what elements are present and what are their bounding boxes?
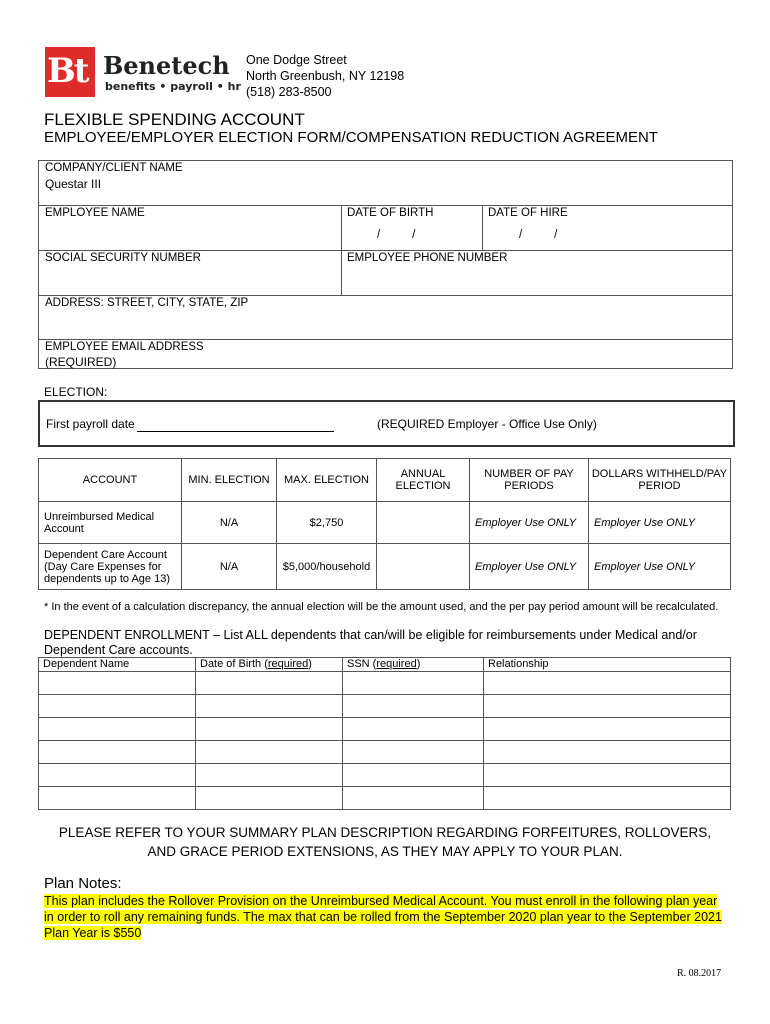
phone-field[interactable] xyxy=(345,266,725,292)
account-name: Dependent Care Account (Day Care Expenses for dependents up to Age 13) xyxy=(39,544,182,590)
accounts-table xyxy=(38,458,731,590)
column-header: ACCOUNT xyxy=(39,459,182,502)
address-line-2: North Greenbush, NY 12198 xyxy=(246,69,405,83)
company-label: COMPANY/CLIENT NAME xyxy=(45,162,183,174)
employee-name-field[interactable] xyxy=(43,221,337,247)
form-title: FLEXIBLE SPENDING ACCOUNT xyxy=(44,110,305,129)
dependent-relationship-field[interactable] xyxy=(484,787,731,810)
dependent-dob-field[interactable] xyxy=(196,764,343,787)
date-of-hire-label: DATE OF HIRE xyxy=(488,207,568,219)
min-election: N/A xyxy=(182,544,277,590)
max-election: $2,750 xyxy=(277,502,377,544)
company-phone: (518) 283-8500 xyxy=(246,85,332,99)
dependent-relationship-field[interactable] xyxy=(484,764,731,787)
column-header: DOLLARS WITHHELD/PAY PERIOD xyxy=(589,459,731,502)
plan-notes-text-wrapper xyxy=(44,893,724,941)
max-election: $5,000/household xyxy=(277,544,377,590)
dependent-ssn-field[interactable] xyxy=(343,741,484,764)
table-row xyxy=(39,741,731,764)
election-box xyxy=(38,400,735,447)
table-header-row xyxy=(39,459,731,502)
dependent-dob-field[interactable] xyxy=(196,718,343,741)
table-header-row xyxy=(39,658,731,672)
dependent-dob-field[interactable] xyxy=(196,787,343,810)
dependent-relationship-field[interactable] xyxy=(484,695,731,718)
table-row xyxy=(39,672,731,695)
divider xyxy=(482,205,483,250)
table-row xyxy=(39,502,731,544)
employee-name-label: EMPLOYEE NAME xyxy=(45,207,145,219)
dependent-ssn-field[interactable] xyxy=(343,718,484,741)
dependent-dob-field[interactable] xyxy=(196,695,343,718)
column-header: MIN. ELECTION xyxy=(182,459,277,502)
revision-code: R. 08.2017 xyxy=(677,968,722,979)
required-marker: required xyxy=(267,658,309,670)
discrepancy-note: * In the event of a calculation discrepancy, the annual election will be the amount used, and the per pay period amount will be recalculated. xyxy=(44,601,719,613)
withheld-cell: Employer Use ONLY xyxy=(589,544,731,590)
office-use-note: (REQUIRED Employer - Office Use Only) xyxy=(377,417,597,431)
dependent-ssn-field[interactable] xyxy=(343,695,484,718)
plan-notes-heading: Plan Notes: xyxy=(44,875,122,892)
divider xyxy=(39,205,732,206)
dependent-ssn-field[interactable] xyxy=(343,787,484,810)
dependent-enrollment-heading: DEPENDENT ENROLLMENT xyxy=(44,628,210,642)
dependent-dob-field[interactable] xyxy=(196,741,343,764)
email-required-note: (REQUIRED) xyxy=(45,355,117,369)
column-header: Relationship xyxy=(484,658,731,672)
divider xyxy=(39,250,732,251)
pay-periods-cell: Employer Use ONLY xyxy=(470,502,589,544)
company-value[interactable]: Questar III xyxy=(45,177,102,191)
phone-label: EMPLOYEE PHONE NUMBER xyxy=(347,252,508,264)
refer-notice: PLEASE REFER TO YOUR SUMMARY PLAN DESCRIPTION REGARDING FORFEITURES, ROLLOVERS, AND GRACE PERIOD EXTENSIONS, AS THEY MAY APPLY TO YOUR PLAN. xyxy=(58,825,712,859)
employee-info-box xyxy=(38,160,733,369)
ssn-label: SOCIAL SECURITY NUMBER xyxy=(45,252,201,264)
ssn-field[interactable] xyxy=(43,266,337,292)
logo-company-name: Benetech xyxy=(103,51,230,80)
dependent-name-field[interactable] xyxy=(39,741,196,764)
dependents-table xyxy=(38,657,731,810)
dependent-enrollment-text: – List ALL dependents that can/will be eligible for reimbursements under Medical and/or Dependent Care accounts. xyxy=(44,628,697,657)
divider xyxy=(39,295,732,296)
withheld-cell: Employer Use ONLY xyxy=(589,502,731,544)
dependent-dob-field[interactable] xyxy=(196,672,343,695)
table-row xyxy=(39,787,731,810)
dependent-name-field[interactable] xyxy=(39,718,196,741)
required-marker: required xyxy=(376,658,417,670)
column-header: Dependent Name xyxy=(39,658,196,672)
account-name: Unreimbursed Medical Account xyxy=(39,502,182,544)
dependent-name-field[interactable] xyxy=(39,672,196,695)
column-header: ANNUAL ELECTION xyxy=(377,459,470,502)
table-row xyxy=(39,718,731,741)
address-label: ADDRESS: STREET, CITY, STATE, ZIP xyxy=(45,297,249,309)
table-row xyxy=(39,764,731,787)
table-row xyxy=(39,695,731,718)
column-header: MAX. ELECTION xyxy=(277,459,377,502)
address-line-1: One Dodge Street xyxy=(246,53,347,67)
dependent-relationship-field[interactable] xyxy=(484,672,731,695)
min-election: N/A xyxy=(182,502,277,544)
email-label: EMPLOYEE EMAIL ADDRESS xyxy=(45,341,204,353)
dependent-ssn-field[interactable] xyxy=(343,764,484,787)
plan-notes-text: This plan includes the Rollover Provision on the Unreimbursed Medical Account. You must enroll in the following plan year in order to roll any remaining funds. The max that can be rolled from the September 2020 plan year to the September 2021 Plan Year is $550 xyxy=(44,894,722,940)
address-field[interactable] xyxy=(43,311,723,337)
election-label: ELECTION: xyxy=(44,385,108,399)
date-of-birth-label: DATE OF BIRTH xyxy=(347,207,434,219)
dependent-ssn-field[interactable] xyxy=(343,672,484,695)
dependent-enrollment-intro xyxy=(44,628,704,658)
date-of-hire-field[interactable]: / / xyxy=(519,229,558,241)
column-header: NUMBER OF PAY PERIODS xyxy=(470,459,589,502)
divider xyxy=(341,205,342,295)
divider xyxy=(39,339,732,340)
date-of-birth-field[interactable]: / / xyxy=(377,229,416,241)
first-payroll-field[interactable] xyxy=(137,431,334,432)
first-payroll-label: First payroll date xyxy=(46,417,135,431)
dependent-relationship-field[interactable] xyxy=(484,741,731,764)
dependent-relationship-field[interactable] xyxy=(484,718,731,741)
logo-tagline: benefits • payroll • hr xyxy=(105,80,241,93)
dependent-name-field[interactable] xyxy=(39,695,196,718)
annual-election-field[interactable] xyxy=(377,544,470,590)
dependent-name-field[interactable] xyxy=(39,787,196,810)
dependent-name-field[interactable] xyxy=(39,764,196,787)
annual-election-field[interactable] xyxy=(377,502,470,544)
logo-mark: Bt xyxy=(47,51,88,91)
pay-periods-cell: Employer Use ONLY xyxy=(470,544,589,590)
table-row xyxy=(39,544,731,590)
form-subtitle: EMPLOYEE/EMPLOYER ELECTION FORM/COMPENSATION REDUCTION AGREEMENT xyxy=(44,129,658,146)
column-header: Date of Birth (required) xyxy=(196,658,343,672)
column-header: SSN (required) xyxy=(343,658,484,672)
